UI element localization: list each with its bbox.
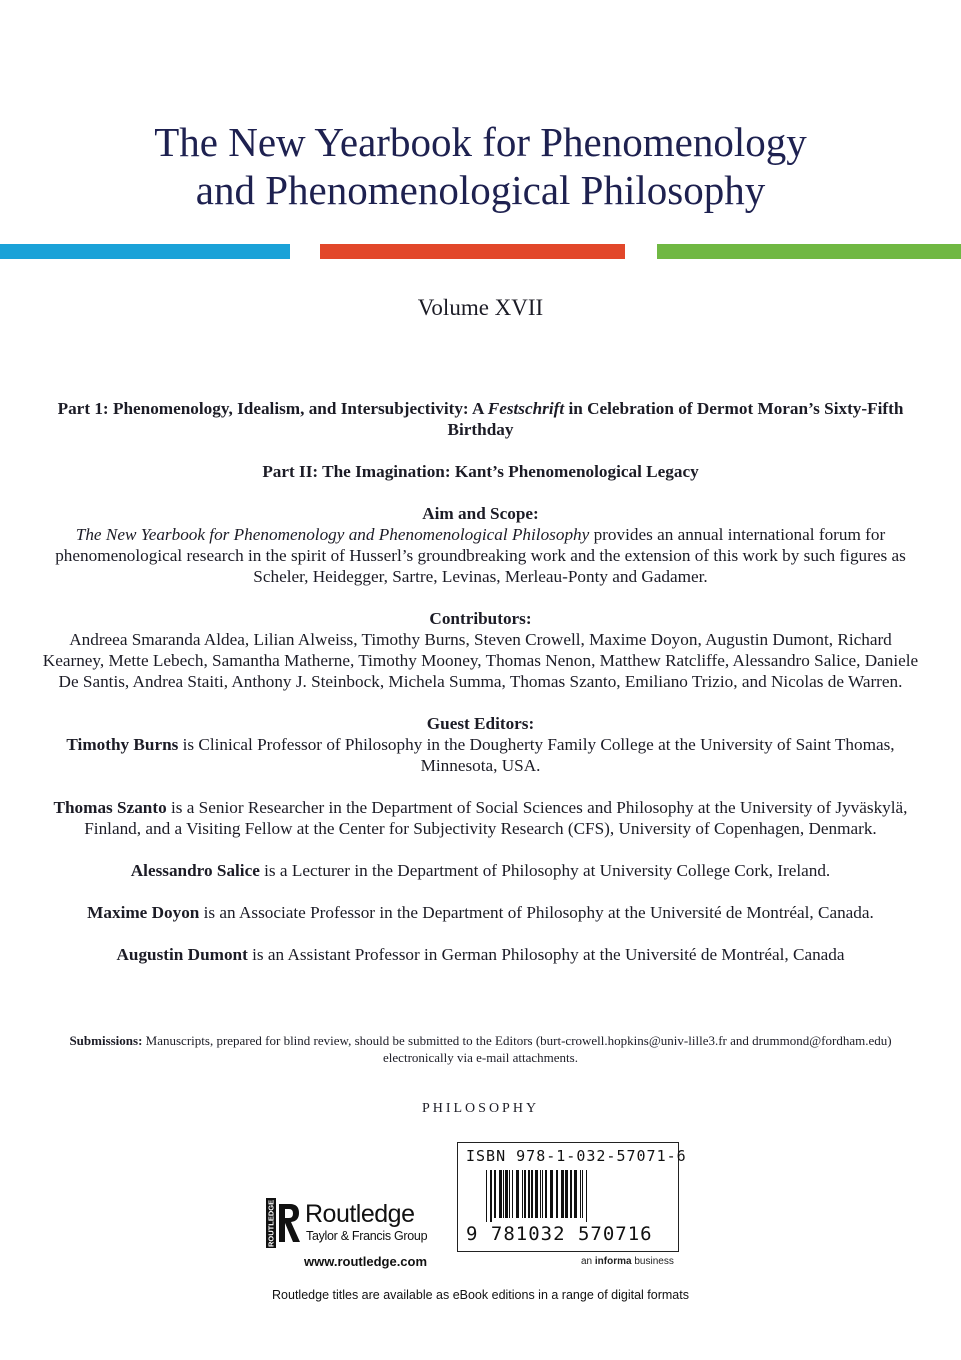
routledge-logo: [266, 1198, 446, 1250]
informa-bold: informa: [594, 1256, 632, 1267]
barcode-bar: [486, 1170, 487, 1222]
barcode-bar: [494, 1170, 496, 1218]
editor-bio: is an Associate Professor in the Department of Philosophy at the Université de Montréal, Canada.: [199, 903, 874, 922]
isbn-barcode: [457, 1142, 687, 1252]
back-cover-body: [38, 398, 923, 986]
informa-post: business: [631, 1256, 674, 1267]
barcode-bar: [524, 1170, 526, 1218]
informa-business: [581, 1256, 674, 1267]
editor-bio: is a Lecturer in the Department of Philosophy at University College Cork, Ireland.: [259, 861, 831, 880]
informa-pre: an: [581, 1256, 595, 1267]
barcode-bar: [545, 1170, 547, 1218]
ebook-note: Routledge titles are available as eBook editions in a range of digital formats: [272, 1288, 689, 1302]
editor-5: [38, 944, 923, 965]
barcode-bar: [580, 1170, 581, 1218]
isbn-label: ISBN 978-1-032-57071-6: [466, 1147, 687, 1165]
editor-bio: is Clinical Professor of Philosophy in the Dougherty Family College at the University of Saint Thomas, Minnesota, USA.: [178, 735, 895, 775]
barcode-bar: [509, 1170, 510, 1218]
publisher-url[interactable]: www.routledge.com: [304, 1254, 428, 1269]
part-2: [38, 461, 923, 482]
barcode-bar: [582, 1170, 583, 1218]
submissions-note: [38, 1032, 923, 1066]
submissions-label: Submissions:: [69, 1033, 143, 1048]
green-stripe: [657, 244, 961, 259]
aim-scope: [38, 503, 923, 587]
contributors-list: Andreea Smaranda Aldea, Lilian Alweiss, Timothy Burns, Steven Crowell, Maxime Doyon, Augustin Dumont, Richard Kearney, Mette Lebech, Samantha Matherne, Timothy Mooney, Thomas Nenon, Matthew Ratcliffe, Alessandro Salice, Daniele De Santis, Andrea Staiti, Anthony J. Steinbock, Michela Summa, Thomas Szanto, Emiliano Trizio, and Nicolas de Warren.: [42, 630, 919, 691]
red-stripe: [320, 244, 625, 259]
publisher-name: Routledge: [305, 1200, 415, 1228]
barcode-bar: [565, 1170, 568, 1218]
editor-name: Alessandro Salice: [130, 861, 260, 880]
aim-journal-title: The New Yearbook for Phenomenology and Phenomenological Philosophy: [75, 525, 590, 544]
blue-stripe: [0, 244, 290, 259]
barcode-bar: [499, 1170, 502, 1218]
barcode-bar: [505, 1170, 508, 1218]
isbn-digits: 9 781032 570716: [466, 1223, 653, 1245]
barcode-bar: [531, 1170, 533, 1218]
editor-bio: is a Senior Researcher in the Department of Social Sciences and Philosophy at the University of Jyväskylä, Finland, and a Visiting Fellow at the Center for Subjectivity Research (CFS), University of Copenhagen, Denmark.: [84, 798, 908, 838]
editor-3: [38, 860, 923, 881]
editor-4: [38, 902, 923, 923]
title-line-2: and Phenomenological Philosophy: [195, 167, 766, 213]
book-title: [0, 118, 961, 214]
aim-heading: Aim and Scope:: [422, 504, 539, 523]
aim-text: provides an annual international forum for phenomenological research in the spirit of Husserl’s groundbreaking work and the extension of this work by such figures as Scheler, Heidegger, Sartre, Levinas, Merleau-Ponty and Gadamer.: [55, 525, 906, 586]
barcode-bar: [528, 1170, 530, 1218]
editor-name: Augustin Dumont: [116, 945, 248, 964]
barcode-bar: [550, 1170, 553, 1218]
barcode-bar: [542, 1170, 543, 1218]
barcode-bar: [574, 1170, 577, 1218]
barcode-bar: [540, 1170, 541, 1218]
barcode-bar: [556, 1170, 558, 1218]
contributors: [38, 608, 923, 692]
routledge-emblem-icon: [266, 1198, 302, 1248]
submissions-text: Manuscripts, prepared for blind review, should be submitted to the Editors (burt-crowell.hopkins@univ-lille3.fr and drummond@fordham.edu) electronically via e-mail attachments.: [142, 1033, 892, 1065]
subject-category: PHILOSOPHY: [421, 1101, 540, 1116]
barcode-bar: [522, 1170, 523, 1218]
title-line-1: The New Yearbook for Phenomenology: [154, 119, 807, 165]
editor-name: Maxime Doyon: [87, 903, 200, 922]
editor-name: Timothy Burns: [66, 735, 179, 754]
barcode-bar: [570, 1170, 572, 1218]
editors-heading: Guest Editors:: [426, 714, 535, 733]
part-2-text: Part II: The Imagination: Kant’s Phenomenological Legacy: [262, 462, 699, 481]
barcode-bar: [503, 1170, 504, 1218]
editor-2: [38, 797, 923, 839]
part-1-pre: Part 1: Phenomenology, Idealism, and Intersubjectivity: A: [57, 399, 488, 418]
part-1: [38, 398, 923, 440]
barcode-bar: [535, 1170, 538, 1218]
volume-label: Volume XVII: [417, 295, 544, 320]
barcode-bar: [586, 1170, 587, 1222]
editor-name: Thomas Szanto: [53, 798, 167, 817]
publisher-group: Taylor & Francis Group: [306, 1229, 428, 1243]
barcode-bar: [512, 1170, 513, 1218]
contributors-heading: Contributors:: [429, 609, 532, 628]
barcode-bars: [486, 1170, 672, 1222]
barcode-bar: [516, 1170, 519, 1218]
editor-1: [38, 713, 923, 776]
editor-bio: is an Assistant Professor in German Philosophy at the Université de Montréal, Canada: [247, 945, 845, 964]
barcode-bar: [490, 1170, 492, 1222]
part-1-post: in Celebration of Dermot Moran’s Sixty-Fifth Birthday: [447, 399, 904, 439]
part-1-italic: Festschrift: [487, 399, 565, 418]
routledge-vertical-text: ROUTLEDGE: [266, 1199, 276, 1247]
barcode-bar: [561, 1170, 564, 1218]
